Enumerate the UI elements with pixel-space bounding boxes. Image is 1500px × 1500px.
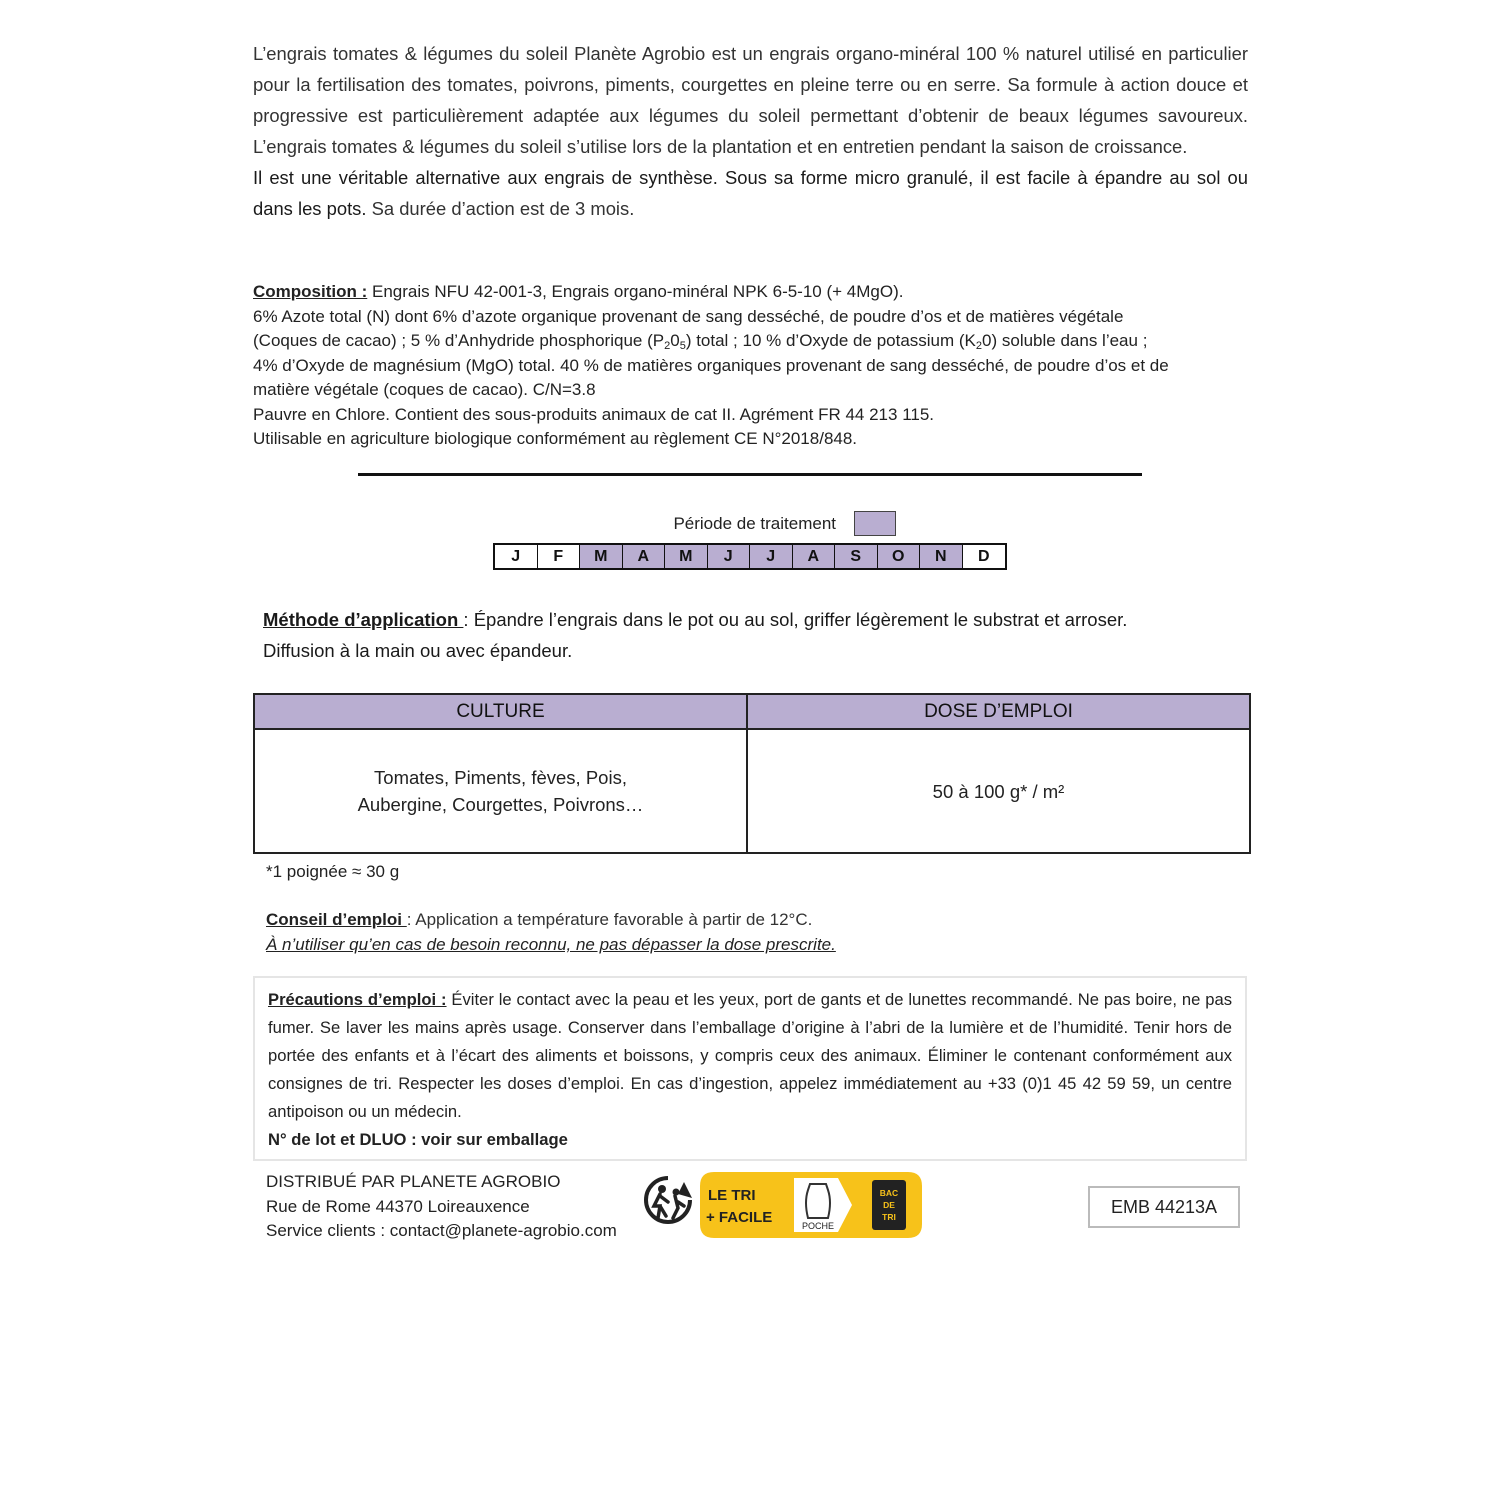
month-cell: N [920, 545, 963, 568]
composition-line3d: 0) soluble dans l’eau ; [982, 331, 1148, 350]
subscript: 5 [679, 340, 686, 352]
composition-label: Composition : [253, 282, 368, 301]
lot-info: N° de lot et DLUO : voir sur emballage [268, 1130, 568, 1149]
method-label: Méthode d’application [263, 609, 464, 630]
method-text: : Épandre l’engrais dans le pot ou au sol, griffer légèrement le substrat et arroser. [463, 609, 1128, 630]
usage-advice [266, 907, 836, 957]
intro-paragraph-1: L’engrais tomates & légumes du soleil Planète Agrobio est un engrais organo-minéral 100 % naturel utilisé en particulier pour la fertilisation des tomates, poivrons, piments, courgettes en pleine terre ou en serre. Sa formule à action douce et progressive est particulièrement adaptée aux légumes du soleil permettant d’obtenir de beaux légumes savoureux. L’engrais tomates & légumes du soleil s’utilise lors de la plantation et en entretien pendant la saison de croissance. [253, 43, 1248, 157]
precautions-paragraph [268, 986, 1232, 1126]
composition-line-1 [253, 280, 1253, 305]
dose-table [253, 693, 1251, 854]
treatment-legend-label: Période de traitement [673, 514, 836, 533]
dose-cell: 50 à 100 g* / m² [747, 729, 1250, 853]
badge-text-2: + FACILE [706, 1209, 773, 1226]
distributor-address: Rue de Rome 44370 Loireauxence [266, 1196, 530, 1216]
precautions-box [253, 976, 1247, 1161]
composition-line-4: 4% d’Oxyde de magnésium (MgO) total. 40 % de matières organiques provenant de sang desséché, de poudre d’os et de [253, 355, 1169, 375]
composition-line-7: Utilisable en agriculture biologique conformément au règlement CE N°2018/848. [253, 429, 858, 448]
subscript: 2 [664, 340, 671, 352]
column-header-dose: DOSE D’EMPLOI [747, 694, 1250, 729]
pouch-label: POCHE [801, 1221, 835, 1231]
divider [358, 473, 1142, 476]
column-header-culture: CULTURE [254, 694, 747, 729]
distributor-name: DISTRIBUÉ PAR PLANETE AGROBIO [266, 1172, 561, 1191]
svg-text:BAC: BAC [879, 1188, 899, 1198]
month-cell: F [538, 545, 581, 568]
emb-code: EMB 44213A [1088, 1186, 1240, 1228]
month-cell: J [495, 545, 538, 568]
svg-text:TRI: TRI [882, 1212, 896, 1222]
month-cell: M [580, 545, 623, 568]
table-row [254, 729, 1250, 853]
method-line-1 [263, 604, 1253, 635]
composition-line3c: ) total ; 10 % d’Oxyde de potassium (K [685, 331, 976, 350]
composition-line3a: (Coques de cacao) ; 5 % d’Anhydride phosphorique (P [253, 331, 665, 350]
intro-text [253, 38, 1248, 224]
recycling-badge [700, 1172, 922, 1238]
application-method [263, 604, 1253, 666]
month-cell: J [750, 545, 793, 568]
advice-text: : Application a température favorable à partir de 12°C. [406, 910, 813, 929]
distributor-info [266, 1170, 617, 1244]
month-cell: A [623, 545, 666, 568]
subscript: 2 [975, 340, 983, 352]
composition-block [253, 280, 1253, 452]
month-cell: O [878, 545, 921, 568]
culture-line-1: Tomates, Piments, fèves, Pois, [374, 767, 627, 788]
month-cell: D [977, 548, 990, 565]
svg-text:DE: DE [883, 1200, 895, 1210]
month-cell: J [708, 545, 751, 568]
composition-line-2: 6% Azote total (N) dont 6% d’azote organique provenant de sang desséché, de poudre d’os et de matières végétale [253, 306, 1124, 326]
composition-line3b: 0 [670, 331, 680, 350]
advice-warning: À n’utiliser qu’en cas de besoin reconnu, ne pas dépasser la dose prescrite. [266, 935, 836, 954]
month-cell: S [835, 545, 878, 568]
month-cell: M [665, 545, 708, 568]
culture-cell [254, 729, 747, 853]
month-cell: A [793, 545, 836, 568]
composition-line-6: Pauvre en Chlore. Contient des sous-produits animaux de cat II. Agrément FR 44 213 115. [253, 404, 935, 424]
treatment-legend-swatch [854, 511, 896, 536]
month-calendar [493, 543, 1007, 570]
intro-paragraph-2b: Sa durée d’action est de 3 mois. [366, 198, 635, 219]
precautions-label: Précautions d’emploi : [268, 990, 447, 1009]
composition-line1-text: Engrais NFU 42-001-3, Engrais organo-minéral NPK 6-5-10 (+ 4MgO). [367, 282, 904, 301]
table-header-row [254, 694, 1250, 729]
composition-line-5: matière végétale (coques de cacao). C/N=3.8 [253, 380, 596, 399]
advice-line-1 [266, 907, 836, 932]
dose-footnote: *1 poignée ≈ 30 g [266, 862, 400, 881]
precautions-text: Éviter le contact avec la peau et les yeux, port de gants et de lunettes recommandé. Ne pas boire, ne pas fumer. Se laver les mains après usage. Conserver dans l’emballage d’origine à l’abri de la lumière et de l’humidité. Tenir hors de portée des enfants et à l’écart des aliments et boissons, y compris ceux des animaux. Éliminer le contenant conformément aux consignes de tri. Respecter les doses d’emploi. En cas d’ingestion, appelez immédiatement au +33 (0)1 45 42 59 59, un centre antipoison ou un médecin. [268, 990, 1232, 1121]
intro-paragraph-2a: Il est une véritable alternative aux engrais de synthèse. Sous sa forme micro granulé, il est facile à épandre au sol ou dans les pots. [253, 167, 1248, 219]
composition-line-3 [253, 329, 1253, 354]
distributor-contact: Service clients : contact@planete-agrobio.com [266, 1221, 617, 1240]
badge-text-1: LE TRI [708, 1187, 756, 1204]
triman-icon [640, 1172, 696, 1228]
culture-line-2: Aubergine, Courgettes, Poivrons… [357, 794, 644, 815]
intro-paragraph-2 [253, 162, 1248, 224]
method-line-2: Diffusion à la main ou avec épandeur. [263, 640, 573, 661]
advice-label: Conseil d’emploi [266, 910, 407, 929]
